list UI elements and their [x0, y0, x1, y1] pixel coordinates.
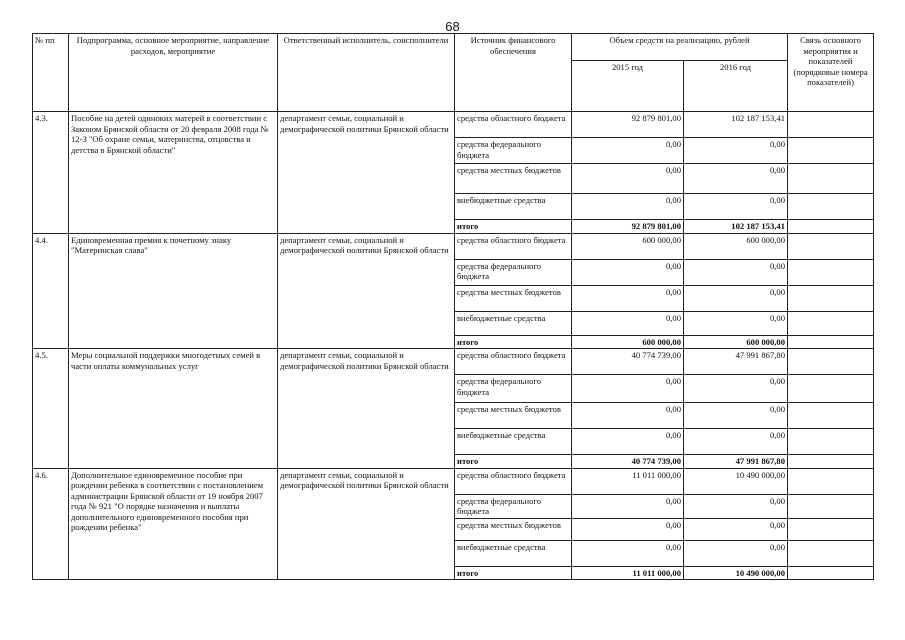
source-name: внебюджетные средства: [455, 540, 572, 566]
value-2015: 0,00: [572, 138, 684, 164]
row-executor: департамент семьи, социальной и демографической политики Брянской области: [278, 468, 455, 580]
header-name: Подпрограмма, основное мероприятие, направление расходов, мероприятие: [69, 34, 278, 112]
row-number: 4.5.: [33, 349, 69, 469]
value-2016: 0,00: [684, 311, 788, 335]
source-name: средства местных бюджетов: [455, 164, 572, 194]
value-2015: 40 774 739,00: [572, 455, 684, 469]
value-2015: 40 774 739,00: [572, 349, 684, 375]
header-executor: Ответственный исполнитель, соисполнители: [278, 34, 455, 112]
value-2015: 92 879 801,00: [572, 112, 684, 138]
header-source: Источник финансового обеспечения: [455, 34, 572, 112]
value-2016: 0,00: [684, 375, 788, 403]
value-2016: 0,00: [684, 259, 788, 285]
source-name: средства федерального бюджета: [455, 259, 572, 285]
value-2015: 0,00: [572, 164, 684, 194]
value-2016: 47 991 867,80: [684, 455, 788, 469]
link-cell: [788, 468, 874, 494]
row-name: Единовременная премия к почетному знаку "Материнская слава": [69, 233, 278, 349]
value-2016: 0,00: [684, 164, 788, 194]
source-name: средства областного бюджета: [455, 468, 572, 494]
link-cell: [788, 285, 874, 311]
source-name: внебюджетные средства: [455, 194, 572, 220]
value-2015: 0,00: [572, 194, 684, 220]
value-2015: 0,00: [572, 494, 684, 518]
row-number: 4.4.: [33, 233, 69, 349]
value-2015: 92 879 801,00: [572, 220, 684, 234]
source-name: внебюджетные средства: [455, 429, 572, 455]
value-2016: 0,00: [684, 285, 788, 311]
header-link: Связь основного мероприятия и показателей (порядковые номера показателей): [788, 34, 874, 112]
source-name: средства местных бюджетов: [455, 518, 572, 540]
link-cell: [788, 375, 874, 403]
table-body: [33, 112, 874, 580]
link-cell: [788, 138, 874, 164]
link-cell: [788, 403, 874, 429]
source-name: средства областного бюджета: [455, 112, 572, 138]
header-num: № пп: [33, 34, 69, 112]
source-name: средства местных бюджетов: [455, 403, 572, 429]
row-number: 4.3.: [33, 112, 69, 234]
value-2016: 0,00: [684, 138, 788, 164]
source-name: средства федерального бюджета: [455, 375, 572, 403]
source-name: средства областного бюджета: [455, 349, 572, 375]
value-2015: 0,00: [572, 518, 684, 540]
value-2016: 0,00: [684, 403, 788, 429]
value-2015: 0,00: [572, 375, 684, 403]
source-name: средства областного бюджета: [455, 233, 572, 259]
source-name: внебюджетные средства: [455, 311, 572, 335]
value-2015: 0,00: [572, 429, 684, 455]
row-name: Пособие на детей одиноких матерей в соответствии с Законом Брянской области от 20 февраля 2008 года № 12-З "Об охране семьи, материнства, отцовства и детства в Брянской области": [69, 112, 278, 234]
source-name: итого: [455, 335, 572, 349]
table-row: [33, 468, 874, 494]
link-cell: [788, 335, 874, 349]
value-2015: 0,00: [572, 259, 684, 285]
value-2016: 600 000,00: [684, 233, 788, 259]
value-2015: 0,00: [572, 403, 684, 429]
value-2015: 0,00: [572, 540, 684, 566]
link-cell: [788, 311, 874, 335]
table-row: [33, 112, 874, 138]
link-cell: [788, 259, 874, 285]
table-row: [33, 349, 874, 375]
value-2016: 0,00: [684, 494, 788, 518]
link-cell: [788, 540, 874, 566]
link-cell: [788, 518, 874, 540]
header-2015: 2015 год: [572, 61, 684, 112]
value-2015: 0,00: [572, 285, 684, 311]
link-cell: [788, 349, 874, 375]
row-executor: департамент семьи, социальной и демографической политики Брянской области: [278, 112, 455, 234]
page-number: 68: [445, 19, 460, 34]
table-row: [33, 233, 874, 259]
value-2016: 102 187 153,41: [684, 112, 788, 138]
row-executor: департамент семьи, социальной и демографической политики Брянской области: [278, 233, 455, 349]
value-2015: 11 011 000,00: [572, 566, 684, 580]
header-volume: Объем средств на реализацию, рублей: [572, 34, 788, 61]
header-2016: 2016 год: [684, 61, 788, 112]
source-name: средства местных бюджетов: [455, 285, 572, 311]
link-cell: [788, 455, 874, 469]
link-cell: [788, 429, 874, 455]
row-name: Дополнительное единовременное пособие при рождении ребенка в соответствии с постановлением администрации Брянской области от 19 ноября 2007 года № 921 "О порядке назначения и выплаты дополнительного единовременного пособия при рождении ребенка": [69, 468, 278, 580]
value-2015: 600 000,00: [572, 335, 684, 349]
budget-table: [32, 33, 874, 580]
link-cell: [788, 194, 874, 220]
value-2016: 0,00: [684, 429, 788, 455]
value-2016: 0,00: [684, 518, 788, 540]
source-name: средства федерального бюджета: [455, 138, 572, 164]
value-2016: 10 490 000,00: [684, 566, 788, 580]
value-2016: 47 991 867,80: [684, 349, 788, 375]
link-cell: [788, 566, 874, 580]
row-number: 4.6.: [33, 468, 69, 580]
source-name: итого: [455, 566, 572, 580]
link-cell: [788, 233, 874, 259]
value-2016: 0,00: [684, 540, 788, 566]
value-2016: 600 000,00: [684, 335, 788, 349]
row-executor: департамент семьи, социальной и демографической политики Брянской области: [278, 349, 455, 469]
row-name: Меры социальной поддержки многодетных семей в части оплаты коммунальных услуг: [69, 349, 278, 469]
link-cell: [788, 164, 874, 194]
value-2015: 0,00: [572, 311, 684, 335]
link-cell: [788, 220, 874, 234]
value-2015: 11 011 000,00: [572, 468, 684, 494]
value-2015: 600 000,00: [572, 233, 684, 259]
value-2016: 0,00: [684, 194, 788, 220]
source-name: средства федерального бюджета: [455, 494, 572, 518]
value-2016: 102 187 153,41: [684, 220, 788, 234]
link-cell: [788, 112, 874, 138]
source-name: итого: [455, 220, 572, 234]
link-cell: [788, 494, 874, 518]
value-2016: 10 490 000,00: [684, 468, 788, 494]
source-name: итого: [455, 455, 572, 469]
